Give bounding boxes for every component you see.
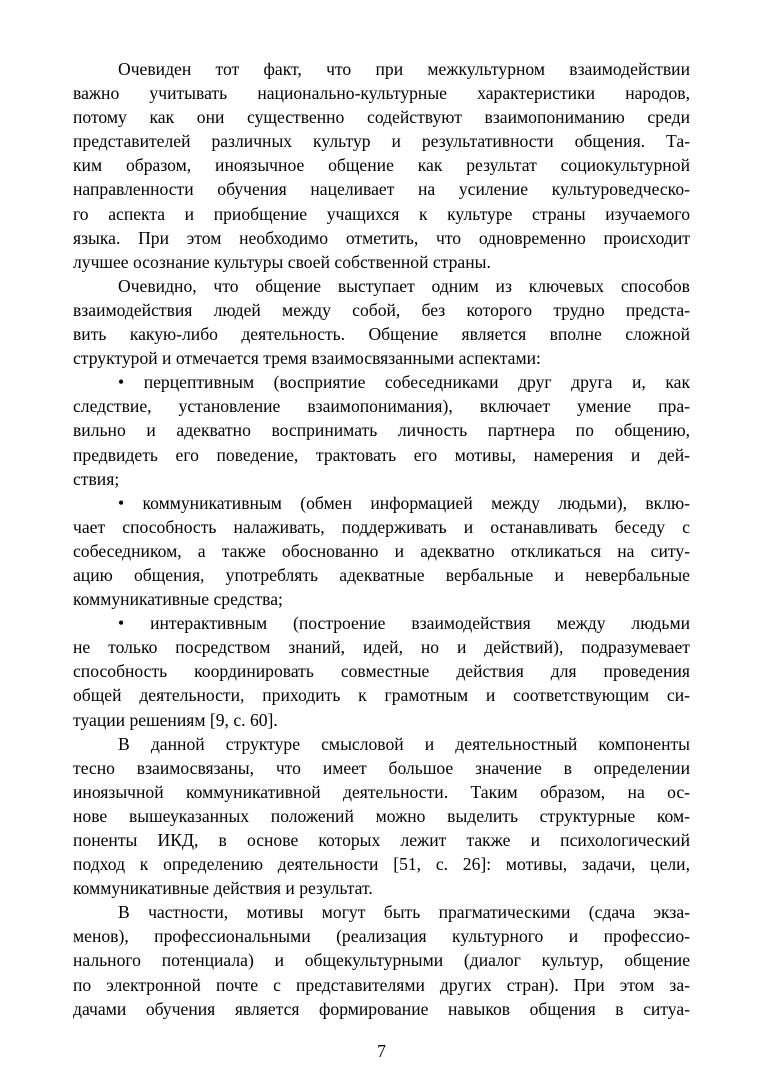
text-line: В частности, мотивы могут быть прагматическими (сдача экза- [118, 902, 690, 923]
text-line: направленности обучения нацеливает на усиление культуроведческо- [73, 179, 690, 200]
text-line: важно учитывать национально-культурные характеристики народов, [73, 83, 690, 104]
text-line: туации решениям [9, с. 60]. [73, 709, 278, 730]
text-line: ким образом, иноязычное общение как результат социокультурной [73, 155, 690, 176]
text-line: общей деятельности, приходить к грамотным и соответствующим си- [73, 685, 690, 706]
list-item-line: • коммуникативным (обмен информацией между людьми), вклю- [118, 492, 690, 513]
text-line: структурой и отмечается тремя взаимосвязанными аспектами: [73, 348, 541, 369]
text-line: подход к определению деятельности [51, с. 26]: мотивы, задачи, цели, [73, 854, 690, 875]
text-line: го аспекта и приобщение учащихся к культуре страны изучаемого [73, 203, 690, 224]
text-line: дачами обучения является формирование навыков общения в ситуа- [73, 998, 690, 1019]
text-line: лучшее осознание культуры своей собственной страны. [73, 251, 491, 272]
text-line: представителей различных культур и результативности общения. Та- [73, 131, 690, 152]
text-line: коммуникативные действия и результат. [73, 878, 373, 899]
text-line: Очевиден тот факт, что при межкультурном взаимодействии [118, 59, 690, 79]
text-line: поненты ИКД, в основе которых лежит также и психологический [73, 830, 690, 850]
body-text [73, 57, 690, 1021]
text-line: следствие, установление взаимопонимания), включает умение пра- [73, 396, 690, 417]
text-line: коммуникативные средства; [73, 589, 283, 610]
list-item-line: • интерактивным (построение взаимодействия между людьми [118, 613, 690, 634]
text-line: нального потенциала) и общекультурными (диалог культур, общение [73, 950, 690, 971]
text-line: ацию общения, употреблять адекватные вербальные и невербальные [73, 564, 690, 585]
text-line: тесно взаимосвязаны, что имеет большое значение в определении [73, 757, 690, 778]
text-line: вильно и адекватно воспринимать личность партнера по общению, [73, 420, 690, 441]
text-line: предвидеть его поведение, трактовать его мотивы, намерения и дей- [73, 444, 690, 465]
text-line: иноязычной коммуникативной деятельности. Таким образом, на ос- [73, 781, 690, 802]
text-line: ствия; [73, 468, 120, 489]
text-line: Очевидно, что общение выступает одним из ключевых способов [118, 275, 690, 296]
text-line: собеседником, а также обоснованно и адекватно откликаться на ситу- [73, 540, 690, 561]
text-line: нове вышеуказанных положений можно выделить структурные ком- [73, 805, 690, 826]
text-line: по электронной почте с представителями других стран). При этом за- [73, 974, 690, 995]
page-number: 7 [377, 1041, 386, 1061]
text-line: взаимодействия людей между собой, без которого трудно предста- [73, 299, 690, 320]
text-line: В данной структуре смысловой и деятельностный компоненты [118, 733, 690, 754]
text-line: менов), профессиональными (реализация культурного и профессио- [73, 926, 690, 947]
text-line: способность координировать совместные действия для проведения [73, 661, 690, 682]
text-line: не только посредством знаний, идей, но и действий), подразумевает [73, 637, 690, 658]
text-line: языка. При этом необходимо отметить, что одновременно происходит [73, 227, 690, 248]
text-line: потому как они существенно содействуют взаимопониманию среди [73, 107, 690, 128]
list-item-line: • перцептивным (восприятие собеседниками друг друга и, как [118, 372, 690, 393]
text-line: чает способность налаживать, поддерживать и останавливать беседу с [73, 516, 690, 537]
text-line: вить какую-либо деятельность. Общение является вполне сложной [73, 324, 690, 345]
